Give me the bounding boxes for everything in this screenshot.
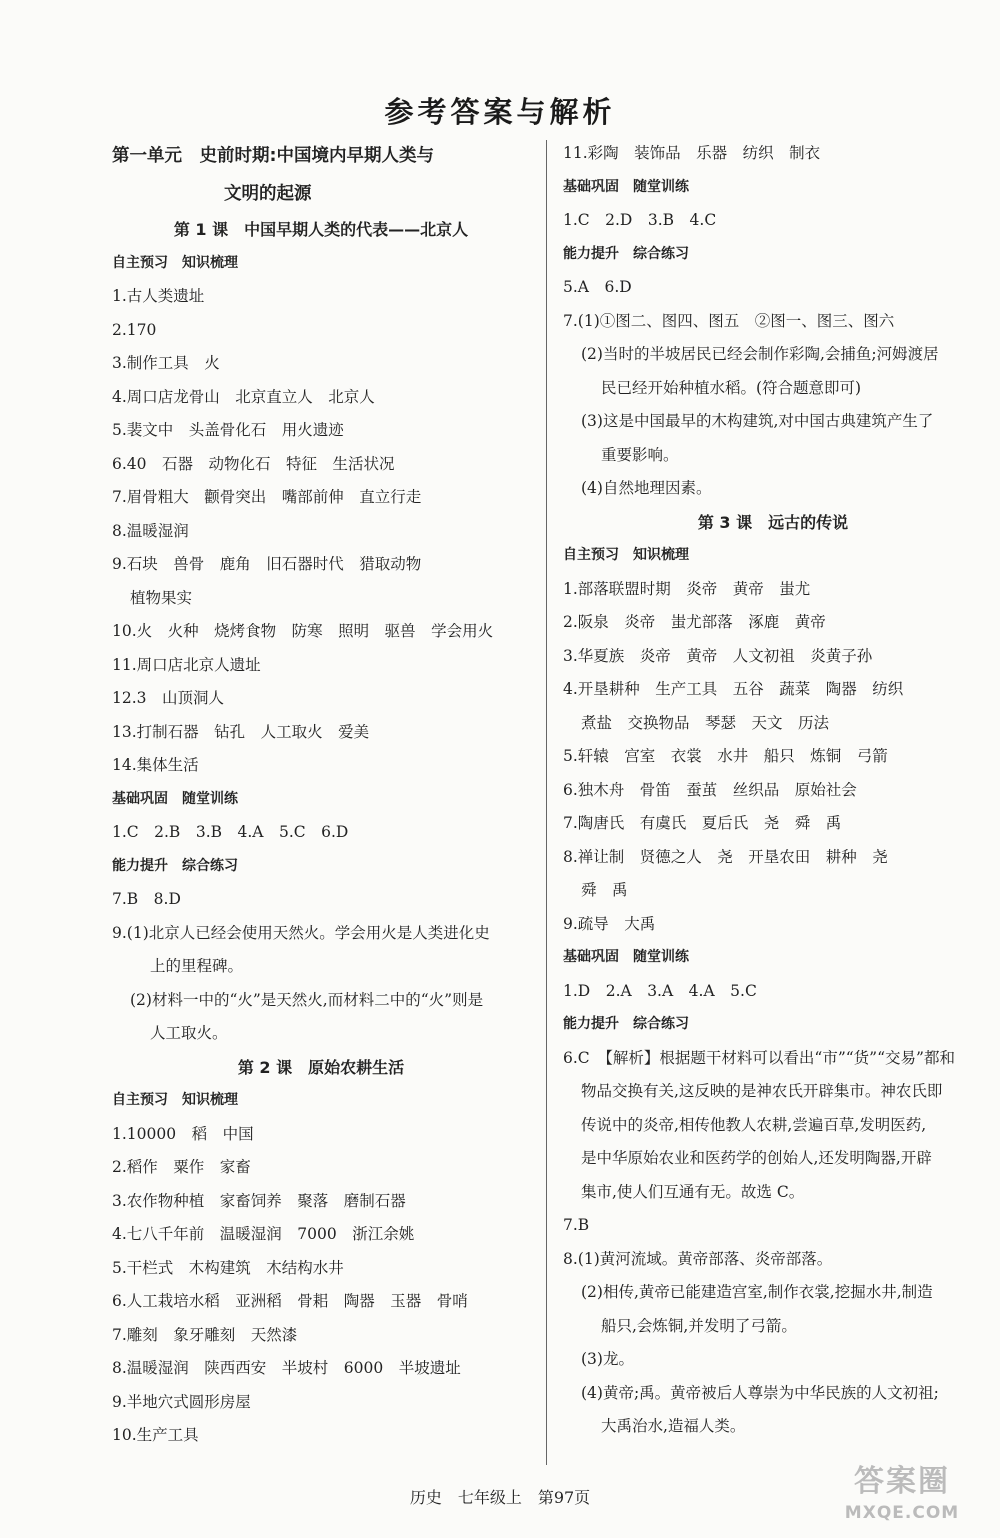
page-title: 参考答案与解析 <box>384 95 616 129</box>
answer-line: 4.周口店龙骨山 北京直立人 北京人 <box>112 387 375 406</box>
section-heading: 能力提升 综合练习 <box>563 245 689 262</box>
answer-line: 10.生产工具 <box>112 1426 199 1444</box>
watermark-text: 答案圈 <box>854 1464 950 1499</box>
column-divider <box>546 140 547 1465</box>
answer-line: 12.3 山顶洞人 <box>112 689 225 707</box>
answer-line: 7.B <box>563 1216 590 1234</box>
answer-line: 4.开垦耕种 生产工具 五谷 蔬菜 陶器 纺织 <box>563 680 904 698</box>
answer-line: 船只,会炼铜,并发明了弓箭。 <box>601 1316 797 1335</box>
lesson-title: 第 3 课 远古的传说 <box>697 512 849 532</box>
answer-line: 2.阪泉 炎帝 蚩尤部落 涿鹿 黄帝 <box>563 613 826 631</box>
answer-line: 9.半地穴式圆形房屋 <box>112 1392 251 1411</box>
answer-line: 5.裴文中 头盖骨化石 用火遗迹 <box>112 421 344 439</box>
answer-line: 7.(1)①图二、图四、图五 ②图一、图三、图六 <box>563 311 895 330</box>
answer-line: 5.A 6.D <box>563 278 632 296</box>
answer-line: 7.陶唐氏 有虞氏 夏后氏 尧 舜 禹 <box>563 814 842 832</box>
answer-line: 舜 禹 <box>581 881 628 899</box>
answer-line: 5.干栏式 木构建筑 木结构水井 <box>112 1258 344 1277</box>
answer-line: (4)自然地理因素。 <box>581 479 712 497</box>
answer-line: 植物果实 <box>130 588 193 607</box>
lesson-title: 第 1 课 中国早期人类的代表——北京人 <box>173 220 469 239</box>
answer-line: 民已经开始种植水稻。(符合题意即可) <box>601 378 862 397</box>
answer-line: 集市,使人们互通有无。故选 C。 <box>581 1182 805 1201</box>
answer-line: 7.眉骨粗大 颧骨突出 嘴部前伸 直立行走 <box>112 488 422 506</box>
lesson-title: 第 2 课 原始农耕生活 <box>237 1057 405 1077</box>
answer-line: 3.制作工具 火 <box>112 354 220 372</box>
answer-line: 1.C 2.D 3.B 4.C <box>563 211 717 229</box>
answer-line: 6.40 石器 动物化石 特征 生活状况 <box>112 454 395 473</box>
right-column <box>563 137 983 1444</box>
answer-line: 4.七八千年前 温暖湿润 7000 浙江余姚 <box>112 1225 415 1243</box>
answer-line: 13.打制石器 钻孔 人工取火 爱美 <box>112 722 370 741</box>
answer-line: 7.B 8.D <box>112 890 181 908</box>
answer-line: 2.稻作 粟作 家畜 <box>112 1158 251 1176</box>
answer-line: 2.170 <box>112 320 157 339</box>
unit-title: 文明的起源 <box>224 184 312 204</box>
answer-line: 物品交换有关,这反映的是神农氏开辟集市。神农氏即 <box>581 1082 943 1100</box>
answer-line: (2)材料一中的“火”是天然火,而材料二中的“火”则是 <box>130 990 484 1009</box>
answer-line: 上的里程碑。 <box>150 957 244 975</box>
answer-line: 8.禅让制 贤德之人 尧 开垦农田 耕种 尧 <box>563 847 888 866</box>
answer-line: 3.华夏族 炎帝 黄帝 人文初祖 炎黄子孙 <box>563 646 873 665</box>
answer-line: 6.人工栽培水稻 亚洲稻 骨耜 陶器 玉器 骨哨 <box>112 1292 468 1310</box>
page-footer: 历史 七年级上 第97页 <box>409 1488 591 1507</box>
answer-line: 是中华原始农业和医药学的创始人,还发明陶器,开辟 <box>581 1149 932 1167</box>
answer-line: 5.轩辕 宫室 衣裳 水井 船只 炼铜 弓箭 <box>563 747 888 765</box>
answer-line: 8.(1)黄河流域。黄帝部落、炎帝部落。 <box>563 1249 833 1268</box>
answer-line: 9.石块 兽骨 鹿角 旧石器时代 猎取动物 <box>112 555 422 573</box>
section-heading: 基础巩固 随堂训练 <box>563 949 689 965</box>
answer-line: 6.独木舟 骨笛 蚕茧 丝织品 原始社会 <box>563 780 857 799</box>
answer-line: 1.古人类遗址 <box>112 287 205 305</box>
answer-line: 3.农作物种植 家畜饲养 聚落 磨制石器 <box>112 1191 406 1210</box>
answer-line: 8.温暖湿润 陕西西安 半坡村 6000 半坡遗址 <box>112 1359 461 1377</box>
answer-line: (3)龙。 <box>581 1350 634 1368</box>
answer-line: 人工取火。 <box>150 1024 228 1042</box>
answer-line: (2)相传,黄帝已能建造宫室,制作衣裳,挖掘水井,制造 <box>581 1283 933 1301</box>
answer-line: 8.温暖湿润 <box>112 521 189 540</box>
answer-line: 大禹治水,造福人类。 <box>601 1417 746 1435</box>
answer-line: 传说中的炎帝,相传他教人农耕,尝遍百草,发明医药, <box>581 1115 927 1134</box>
section-heading: 自主预习 知识梳理 <box>112 1092 238 1108</box>
answer-line: 10.火 火种 烧烤食物 防寒 照明 驱兽 学会用火 <box>112 622 494 640</box>
answer-line: 11.彩陶 装饰品 乐器 纺织 制衣 <box>563 144 821 162</box>
answer-line: 1.10000 稻 中国 <box>112 1124 254 1143</box>
watermark-url: MXQE.COM <box>844 1503 960 1523</box>
answer-line: 9.(1)北京人已经会使用天然火。学会用火是人类进化史 <box>112 923 490 942</box>
answer-line: (4)黄帝;禹。黄帝被后人尊崇为中华民族的人文初祖; <box>581 1383 939 1402</box>
section-heading: 基础巩固 随堂训练 <box>563 178 689 195</box>
answer-line: 1.C 2.B 3.B 4.A 5.C 6.D <box>112 823 349 841</box>
section-heading: 基础巩固 随堂训练 <box>112 790 238 807</box>
answer-line: 重要影响。 <box>601 445 679 464</box>
answer-line: 9.疏导 大禹 <box>563 914 656 933</box>
answer-line: (2)当时的半坡居民已经会制作彩陶,会捕鱼;河姆渡居 <box>581 345 939 363</box>
answer-line: 14.集体生活 <box>112 756 199 774</box>
section-heading: 自主预习 知识梳理 <box>563 547 689 563</box>
answer-line: 1.D 2.A 3.A 4.A 5.C <box>563 981 757 1000</box>
answer-line: 煮盐 交换物品 琴瑟 天文 历法 <box>581 713 830 732</box>
answer-line: 7.雕刻 象牙雕刻 天然漆 <box>112 1325 298 1344</box>
answer-line: 11.周口店北京人遗址 <box>112 655 261 674</box>
section-heading: 自主预习 知识梳理 <box>112 254 238 271</box>
unit-title: 第一单元 史前时期:中国境内早期人类与 <box>112 146 434 166</box>
watermark-logo <box>822 1462 982 1532</box>
answer-line: (3)这是中国最早的木构建筑,对中国古典建筑产生了 <box>581 412 934 430</box>
section-heading: 能力提升 综合练习 <box>112 857 238 874</box>
section-heading: 能力提升 综合练习 <box>563 1016 689 1032</box>
answer-line: 1.部落联盟时期 炎帝 黄帝 蚩尤 <box>563 579 811 598</box>
answer-line: 6.C 【解析】根据题干材料可以看出“市”“货”“交易”都和 <box>563 1048 955 1067</box>
left-column <box>112 137 530 1453</box>
